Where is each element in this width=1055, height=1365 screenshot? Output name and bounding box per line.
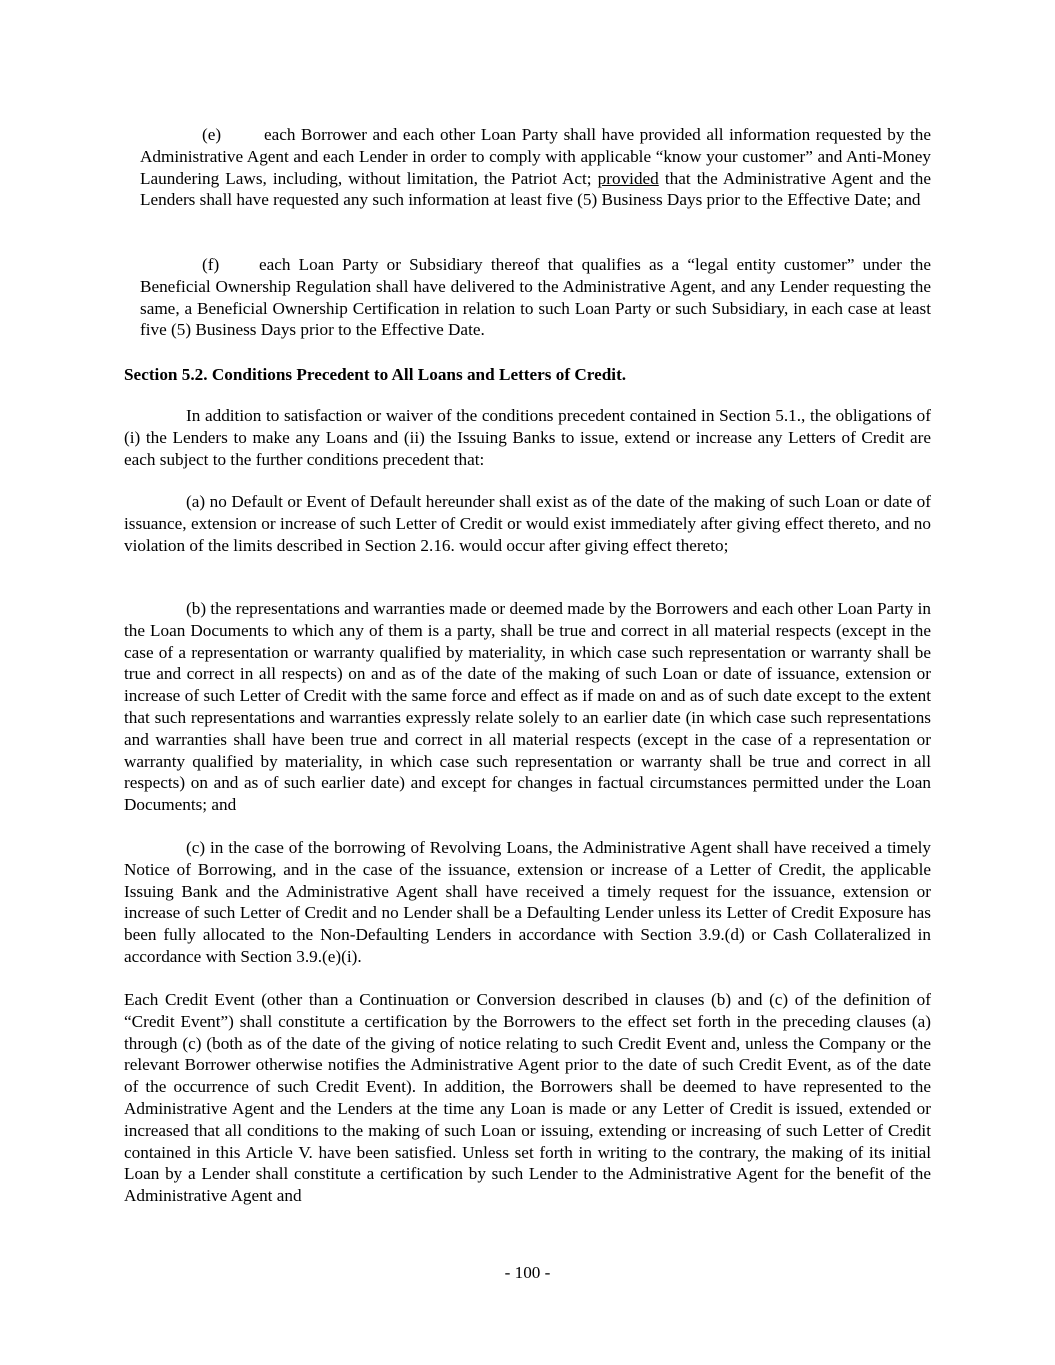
clause-a: (a) no Default or Event of Default hereunder shall exist as of the date of the making of such Loan or date of issuance, extension or increase of such Letter of Credit or would exist immediately after giving effect thereto, and no violation of the limits described in Section 2.16. would occur after giving effect thereto; [124,492,931,555]
clause-f-marker: (f) [202,255,220,274]
section-intro: In addition to satisfaction or waiver of the conditions precedent contained in Section 5.1., the obligations of (i) the Lenders to make any Loans and (ii) the Issuing Banks to issue, extend or increase any Letters of Credit are each subject to the further conditions precedent that: [124,406,931,469]
clause-e-text-start: each Borrower and each other Loan Party shall have provided all information requested by the Administrative Agent and each Lender in order to comply with applicable “know your customer” and Anti-Money Laundering Laws, including, without limitation, the Patriot Act; [140,125,931,188]
clause-f-text: each Loan Party or Subsidiary thereof that qualifies as a “legal entity customer” under the Beneficial Ownership Regulation shall have delivered to the Administrative Agent, and any Lender requesting the same, a Beneficial Ownership Certification in relation to such Loan Party or such Subsidiary, in each case at least five (5) Business Days prior to the Effective Date. [140,255,931,340]
clause-c: (c) in the case of the borrowing of Revolving Loans, the Administrative Agent shall have received a timely Notice of Borrowing, and in the case of the issuance, extension or increase of a Letter of Credit, the applicable Issuing Bank and the Administrative Agent shall have received a timely request for the issuance, extension or increase of such Letter of Credit and no Lender shall be a Defaulting Lender unless its Letter of Credit Exposure has been fully allocated to the Non-Defaulting Lenders in accordance with Section 3.9.(d) or Cash Collateralized in accordance with Section 3.9.(e)(i). [124,838,931,966]
closing-paragraph: Each Credit Event (other than a Continuation or Conversion described in clauses (b) and (c) of the definition of “Credit Event”) shall constitute a certification by the Borrowers to the effect set forth in the preceding clauses (a) through (c) (both as of the date of the giving of notice relating to such Credit Event and, unless the Company or the relevant Borrower otherwise notifies the Administrative Agent prior to the date of such Credit Event, as of the date of the occurrence of such Credit Event). In addition, the Borrowers shall be deemed to have represented to the Administrative Agent and the Lenders at the time any Loan is made or any Letter of Credit is issued, extended or increased that all conditions to the making of such Loan or issuing, extending or increasing of such Letter of Credit contained in this Article V. have been satisfied. Unless set forth in writing to the contrary, the making of its initial Loan by a Lender shall constitute a certification by such Lender to the Administrative Agent for the benefit of the Administrative Agent and [124,990,931,1206]
clause-e-marker: (e) [202,125,222,144]
clause-e-text-end: that the Administrative Agent and the Lenders shall have requested any such information at least five (5) Business Days prior to the Effective Date; and [140,168,932,210]
section-heading: Section 5.2. Conditions Precedent to All Loans and Letters of Credit. [124,365,627,384]
provided-underlined-term: provided [597,168,659,188]
clause-e [140,124,931,211]
clause-f [140,254,931,341]
page-number: - 100 - [504,1263,551,1282]
clause-b: (b) the representations and warranties made or deemed made by the Borrowers and each other Loan Party in the Loan Documents to which any of them is a party, shall be true and correct in all material respects (except in the case of a representation or warranty qualified by materiality, in which case such representation or warranty shall be true and correct in all respects) on and as of the date of the making of such Loan or date of issuance, extension or increase of such Letter of Credit with the same force and effect as if made on and as of such date except to the extent that such representations and warranties expressly relate solely to an earlier date (in which case such representations and warranties shall have been true and correct in all material respects (except in the case of a representation or warranty qualified by materiality, in which case such representation or warranty shall be true and correct in all respects) on and as of such earlier date) and except for changes in factual circumstances permitted under the Loan Documents; and [124,599,931,815]
